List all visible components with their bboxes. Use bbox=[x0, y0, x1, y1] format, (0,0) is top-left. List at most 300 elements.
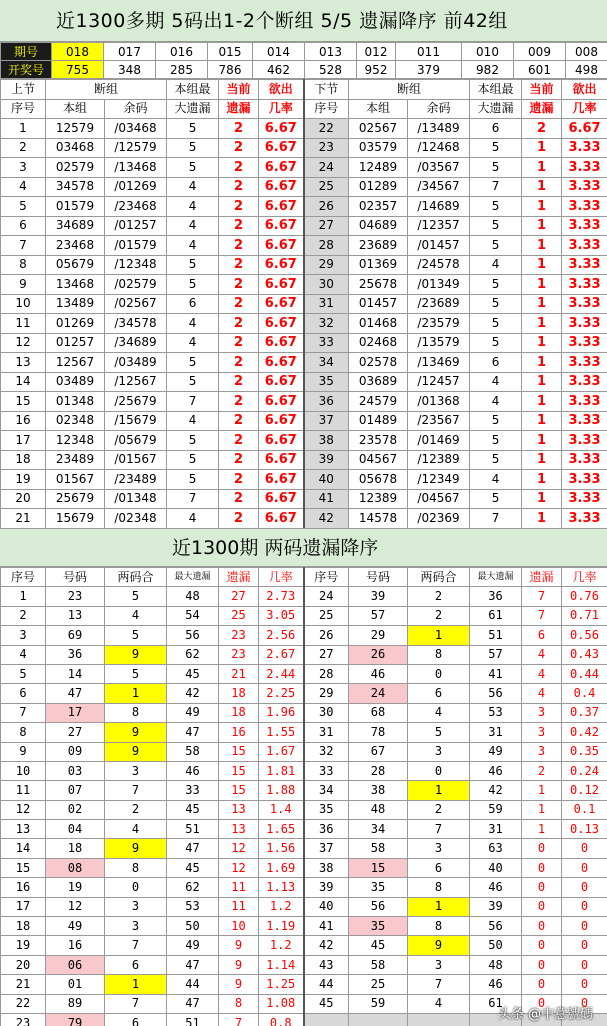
group-group-cell: 01269 bbox=[46, 314, 105, 334]
group-group-cell: 04567 bbox=[349, 450, 408, 470]
pair-miss-cell: 0 bbox=[522, 936, 562, 955]
issue-row bbox=[1, 43, 607, 61]
group-miss-cell: 1 bbox=[522, 294, 562, 314]
group-row bbox=[1, 392, 607, 412]
group-row bbox=[1, 294, 607, 314]
pair-max-miss-cell: 62 bbox=[167, 645, 219, 664]
pair-max-miss-cell: 51 bbox=[167, 1013, 219, 1026]
group-miss-cell: 2 bbox=[219, 333, 259, 353]
group-group-cell: 12348 bbox=[46, 431, 105, 451]
draw-cell: 285 bbox=[156, 61, 208, 79]
pair-index-cell: 25 bbox=[304, 606, 349, 625]
group-index-cell: 42 bbox=[304, 509, 349, 529]
group-rate-cell: 6.67 bbox=[259, 470, 304, 490]
group-row bbox=[1, 470, 607, 490]
pair-max-miss-cell: 31 bbox=[470, 820, 522, 839]
pair-max-miss-cell: 46 bbox=[470, 761, 522, 780]
pair-max-miss-cell: 51 bbox=[167, 820, 219, 839]
pair-miss-cell: 3 bbox=[522, 742, 562, 761]
group-index-cell: 23 bbox=[304, 138, 349, 158]
group-row bbox=[1, 138, 607, 158]
group-max-miss-cell: 4 bbox=[167, 216, 219, 236]
rate-heading: 几率 bbox=[259, 99, 304, 119]
group-index-cell: 1 bbox=[1, 119, 46, 139]
group-miss-cell: 1 bbox=[522, 275, 562, 295]
pair-index-cell: 24 bbox=[304, 587, 349, 606]
pair-sum-cell: 1 bbox=[408, 781, 470, 800]
group-miss-cell: 2 bbox=[219, 411, 259, 431]
pair-miss-cell: 9 bbox=[219, 955, 259, 974]
group-rest-cell: /02567 bbox=[105, 294, 167, 314]
group-rate-cell: 6.67 bbox=[562, 119, 607, 139]
pair-miss-cell: 23 bbox=[219, 626, 259, 645]
pair-max-miss-cell: 33 bbox=[167, 781, 219, 800]
pair-index-cell: 44 bbox=[304, 975, 349, 994]
pair-code-cell: 57 bbox=[349, 606, 408, 625]
group-header-row-2 bbox=[1, 99, 607, 119]
pair-miss-cell: 7 bbox=[219, 1013, 259, 1026]
pair-rate-cell: 1.4 bbox=[259, 800, 304, 819]
group-rate-cell: 6.67 bbox=[259, 255, 304, 275]
group-rate-cell: 6.67 bbox=[259, 411, 304, 431]
group-max-miss-cell: 5 bbox=[470, 450, 522, 470]
pair-sum-cell: 7 bbox=[105, 781, 167, 800]
pair-rate-cell: 0.44 bbox=[562, 664, 607, 683]
group-max-miss-cell: 4 bbox=[167, 197, 219, 217]
group-max-miss-cell: 5 bbox=[470, 236, 522, 256]
pair-rate-cell: 0.37 bbox=[562, 703, 607, 722]
issue-cell: 013 bbox=[305, 43, 357, 61]
group-row bbox=[1, 216, 607, 236]
group-index-cell: 18 bbox=[1, 450, 46, 470]
group-group-cell: 02348 bbox=[46, 411, 105, 431]
pair-miss-cell: 3 bbox=[522, 703, 562, 722]
group-max-miss-cell: 7 bbox=[470, 177, 522, 197]
pair-sum-cell: 2 bbox=[408, 606, 470, 625]
pair-sum-cell: 5 bbox=[408, 723, 470, 742]
pair-miss-cell: 16 bbox=[219, 723, 259, 742]
group-group-cell: 34689 bbox=[46, 216, 105, 236]
group-index-cell: 5 bbox=[1, 197, 46, 217]
group-max-miss-cell: 4 bbox=[167, 411, 219, 431]
group-heading: 断组 bbox=[46, 80, 167, 100]
pair-sum-cell: 8 bbox=[408, 917, 470, 936]
group-max-miss-cell: 4 bbox=[470, 392, 522, 412]
pair-code-cell: 35 bbox=[349, 917, 408, 936]
group-miss-cell: 2 bbox=[219, 197, 259, 217]
group-col-heading: 本组 bbox=[349, 99, 408, 119]
pair-index-cell: 5 bbox=[1, 664, 46, 683]
draw-cell: 601 bbox=[514, 61, 566, 79]
pair-header-row bbox=[1, 568, 607, 587]
pair-code-cell: 78 bbox=[349, 723, 408, 742]
group-miss-cell: 1 bbox=[522, 392, 562, 412]
pair-code-cell: 68 bbox=[349, 703, 408, 722]
group-index-cell: 7 bbox=[1, 236, 46, 256]
group-rate-cell: 3.33 bbox=[562, 372, 607, 392]
draw-label: 开奖号 bbox=[1, 61, 52, 79]
pair-index-cell: 38 bbox=[304, 858, 349, 877]
group-group-cell: 34578 bbox=[46, 177, 105, 197]
group-group-cell: 23468 bbox=[46, 236, 105, 256]
group-row bbox=[1, 255, 607, 275]
pair-code-cell: 69 bbox=[46, 626, 105, 645]
pair-sum-cell: 7 bbox=[105, 994, 167, 1013]
pair-max-miss-cell: 51 bbox=[470, 626, 522, 645]
pair-index-cell: 16 bbox=[1, 878, 46, 897]
group-group-cell: 23578 bbox=[349, 431, 408, 451]
miss-heading: 遗漏 bbox=[522, 568, 562, 587]
pair-index-cell: 27 bbox=[304, 645, 349, 664]
pair-index-cell: 35 bbox=[304, 800, 349, 819]
group-index-cell: 24 bbox=[304, 158, 349, 178]
pair-rate-cell: 0.4 bbox=[562, 684, 607, 703]
pair-rate-cell: 0 bbox=[562, 897, 607, 916]
watermark: 头条 @中意號碼 bbox=[497, 1007, 593, 1022]
pair-code-cell: 48 bbox=[349, 800, 408, 819]
pair-index-cell: 33 bbox=[304, 761, 349, 780]
group-group-cell: 05678 bbox=[349, 470, 408, 490]
group-rest-cell: /01368 bbox=[408, 392, 470, 412]
pair-rate-cell: 1.14 bbox=[259, 955, 304, 974]
max-miss-heading: 本组最 bbox=[167, 80, 219, 100]
pair-code-cell: 79 bbox=[46, 1013, 105, 1026]
group-max-miss-cell: 5 bbox=[470, 431, 522, 451]
pair-code-cell: 23 bbox=[46, 587, 105, 606]
group-miss-table bbox=[0, 79, 607, 529]
pair-rate-cell: 0.71 bbox=[562, 606, 607, 625]
pair-code-cell: 26 bbox=[349, 645, 408, 664]
group-rate-cell: 3.33 bbox=[562, 333, 607, 353]
issue-cell: 012 bbox=[357, 43, 396, 61]
group-max-miss-cell: 6 bbox=[167, 294, 219, 314]
pair-rate-cell: 0.13 bbox=[562, 820, 607, 839]
group-rest-cell: /01257 bbox=[105, 216, 167, 236]
pair-code-cell: 45 bbox=[349, 936, 408, 955]
group-rate-cell: 3.33 bbox=[562, 177, 607, 197]
group-max-miss-cell: 5 bbox=[167, 353, 219, 373]
pair-sum-cell: 0 bbox=[408, 664, 470, 683]
group-rest-cell: /25679 bbox=[105, 392, 167, 412]
pair-index-cell: 13 bbox=[1, 820, 46, 839]
group-rate-cell: 6.67 bbox=[259, 431, 304, 451]
pair-miss-cell: 18 bbox=[219, 703, 259, 722]
pair-code-cell: 17 bbox=[46, 703, 105, 722]
pair-row bbox=[1, 897, 607, 916]
group-group-cell: 12567 bbox=[46, 353, 105, 373]
pair-miss-cell: 11 bbox=[219, 878, 259, 897]
group-rest-cell: /04567 bbox=[408, 489, 470, 509]
group-max-miss-cell: 5 bbox=[167, 275, 219, 295]
group-miss-cell: 1 bbox=[522, 216, 562, 236]
group-rate-cell: 6.67 bbox=[259, 392, 304, 412]
pair-index-cell: 17 bbox=[1, 897, 46, 916]
pair-rate-cell: 0.1 bbox=[562, 800, 607, 819]
issue-cell: 017 bbox=[104, 43, 156, 61]
group-rate-cell: 6.67 bbox=[259, 294, 304, 314]
pair-index-cell: 43 bbox=[304, 955, 349, 974]
pair-index-cell: 39 bbox=[304, 878, 349, 897]
draw-cell: 952 bbox=[357, 61, 396, 79]
group-rest-cell: /13468 bbox=[105, 158, 167, 178]
group-group-cell: 01579 bbox=[46, 197, 105, 217]
pair-sum-cell: 5 bbox=[105, 664, 167, 683]
group-rest-cell: /12389 bbox=[408, 450, 470, 470]
group-rest-cell: /14689 bbox=[408, 197, 470, 217]
group-rate-cell: 6.67 bbox=[259, 372, 304, 392]
group-index-cell: 39 bbox=[304, 450, 349, 470]
pair-rate-cell: 2.44 bbox=[259, 664, 304, 683]
pair-sum-cell: 9 bbox=[408, 936, 470, 955]
pair-miss-cell: 4 bbox=[522, 664, 562, 683]
pair-row bbox=[1, 955, 607, 974]
group-rate-cell: 6.67 bbox=[259, 138, 304, 158]
pair-miss-cell: 15 bbox=[219, 742, 259, 761]
group-row bbox=[1, 353, 607, 373]
group-miss-cell: 2 bbox=[219, 294, 259, 314]
pair-code-cell: 18 bbox=[46, 839, 105, 858]
group-rest-cell: /23689 bbox=[408, 294, 470, 314]
group-rest-cell: /13489 bbox=[408, 119, 470, 139]
pair-max-miss-cell: 40 bbox=[470, 858, 522, 877]
group-miss-cell: 1 bbox=[522, 197, 562, 217]
group-rest-cell: /12457 bbox=[408, 372, 470, 392]
pair-rate-cell: 0 bbox=[562, 839, 607, 858]
group-rest-cell: /13579 bbox=[408, 333, 470, 353]
pair-index-cell: 22 bbox=[1, 994, 46, 1013]
group-rate-cell: 3.33 bbox=[562, 236, 607, 256]
group-rest-cell: /15679 bbox=[105, 411, 167, 431]
group-rest-cell: /23567 bbox=[408, 411, 470, 431]
pair-rate-cell: 1.81 bbox=[259, 761, 304, 780]
group-rate-cell: 3.33 bbox=[562, 509, 607, 529]
group-miss-cell: 2 bbox=[219, 372, 259, 392]
pair-max-miss-cell: 50 bbox=[470, 936, 522, 955]
group-rate-cell: 6.67 bbox=[259, 177, 304, 197]
group-group-cell: 12579 bbox=[46, 119, 105, 139]
issue-cell: 009 bbox=[514, 43, 566, 61]
group-group-cell: 03689 bbox=[349, 372, 408, 392]
pair-rate-cell: 1.19 bbox=[259, 917, 304, 936]
miss-heading: 遗漏 bbox=[522, 99, 562, 119]
pair-sum-cell: 6 bbox=[408, 684, 470, 703]
pair-max-miss-cell: 58 bbox=[167, 742, 219, 761]
pair-max-miss-cell: 57 bbox=[470, 645, 522, 664]
pair-miss-cell: 18 bbox=[219, 684, 259, 703]
pair-code-cell: 19 bbox=[46, 878, 105, 897]
pair-max-miss-cell: 41 bbox=[470, 664, 522, 683]
draw-row bbox=[1, 61, 607, 79]
group-miss-cell: 1 bbox=[522, 158, 562, 178]
pair-sum-cell: 3 bbox=[105, 761, 167, 780]
pair-rate-cell: 1.96 bbox=[259, 703, 304, 722]
group-rest-cell: /01457 bbox=[408, 236, 470, 256]
pair-sum-cell: 6 bbox=[105, 955, 167, 974]
pair-index-cell: 18 bbox=[1, 917, 46, 936]
pair-row bbox=[1, 878, 607, 897]
pair-max-miss-cell: 48 bbox=[167, 587, 219, 606]
group-group-cell: 01457 bbox=[349, 294, 408, 314]
group-group-cell: 02567 bbox=[349, 119, 408, 139]
current-heading: 当前 bbox=[219, 80, 259, 100]
group-miss-cell: 2 bbox=[219, 314, 259, 334]
pair-sum-cell: 4 bbox=[105, 606, 167, 625]
pair-max-miss-cell: 48 bbox=[470, 955, 522, 974]
pair-max-miss-cell: 45 bbox=[167, 800, 219, 819]
group-miss-cell: 1 bbox=[522, 450, 562, 470]
pair-code-cell: 47 bbox=[46, 684, 105, 703]
current-heading: 当前 bbox=[522, 80, 562, 100]
pair-miss-cell: 9 bbox=[219, 936, 259, 955]
pair-index-cell: 28 bbox=[304, 664, 349, 683]
group-rest-cell: /01349 bbox=[408, 275, 470, 295]
empty-cell bbox=[408, 1013, 470, 1026]
group-max-miss-cell: 4 bbox=[470, 372, 522, 392]
rate-heading: 几率 bbox=[259, 568, 304, 587]
group-rate-cell: 3.33 bbox=[562, 353, 607, 373]
pair-max-miss-cell: 45 bbox=[167, 858, 219, 877]
group-index-cell: 21 bbox=[1, 509, 46, 529]
group-rest-cell: /24578 bbox=[408, 255, 470, 275]
rest-heading: 余码 bbox=[408, 99, 470, 119]
pair-miss-cell: 0 bbox=[522, 839, 562, 858]
pair-row bbox=[1, 684, 607, 703]
pair-row bbox=[1, 781, 607, 800]
pair-miss-cell: 12 bbox=[219, 839, 259, 858]
pair-row bbox=[1, 917, 607, 936]
group-rest-cell: /12348 bbox=[105, 255, 167, 275]
pair-sum-cell: 2 bbox=[408, 800, 470, 819]
pair-index-cell: 11 bbox=[1, 781, 46, 800]
pair-rate-cell: 0 bbox=[562, 917, 607, 936]
group-group-cell: 25678 bbox=[349, 275, 408, 295]
group-max-miss-cell: 5 bbox=[470, 489, 522, 509]
pair-miss-cell: 0 bbox=[522, 917, 562, 936]
pair-row bbox=[1, 606, 607, 625]
group-index-cell: 25 bbox=[304, 177, 349, 197]
pair-miss-cell: 1 bbox=[522, 800, 562, 819]
pair-index-cell: 4 bbox=[1, 645, 46, 664]
pair-sum-cell: 6 bbox=[408, 858, 470, 877]
group-col-heading: 本组 bbox=[46, 99, 105, 119]
pair-max-miss-cell: 46 bbox=[470, 878, 522, 897]
group-rest-cell: /01579 bbox=[105, 236, 167, 256]
pair-max-miss-cell: 46 bbox=[167, 761, 219, 780]
rate-heading: 几率 bbox=[562, 99, 607, 119]
group-rest-cell: /01269 bbox=[105, 177, 167, 197]
group-row bbox=[1, 509, 607, 529]
pair-code-cell: 56 bbox=[349, 897, 408, 916]
group-rate-cell: 6.67 bbox=[259, 353, 304, 373]
group-row bbox=[1, 431, 607, 451]
pair-sum-cell: 7 bbox=[408, 820, 470, 839]
pair-sum-cell: 4 bbox=[408, 703, 470, 722]
group-max-miss-cell: 5 bbox=[470, 138, 522, 158]
empty-cell bbox=[349, 1013, 408, 1026]
pair-rate-cell: 1.55 bbox=[259, 723, 304, 742]
group-group-cell: 02468 bbox=[349, 333, 408, 353]
pair-code-cell: 03 bbox=[46, 761, 105, 780]
pair-rate-cell: 2.56 bbox=[259, 626, 304, 645]
pair-sum-cell: 8 bbox=[105, 703, 167, 722]
group-index-cell: 32 bbox=[304, 314, 349, 334]
pair-index-cell: 41 bbox=[304, 917, 349, 936]
pair-row bbox=[1, 839, 607, 858]
group-max-miss-cell: 5 bbox=[167, 450, 219, 470]
pair-miss-cell: 8 bbox=[219, 994, 259, 1013]
group-group-cell: 13468 bbox=[46, 275, 105, 295]
pair-sum-cell: 8 bbox=[105, 858, 167, 877]
sum-heading: 两码合 bbox=[105, 568, 167, 587]
pair-sum-cell: 4 bbox=[105, 820, 167, 839]
rest-heading: 余码 bbox=[105, 99, 167, 119]
pair-code-cell: 08 bbox=[46, 858, 105, 877]
group-index-cell: 19 bbox=[1, 470, 46, 490]
pair-index-cell: 15 bbox=[1, 858, 46, 877]
group-max-miss-cell: 4 bbox=[470, 255, 522, 275]
pair-code-cell: 09 bbox=[46, 742, 105, 761]
group-index-cell: 20 bbox=[1, 489, 46, 509]
index-heading: 序号 bbox=[304, 99, 349, 119]
pair-rate-cell: 0.24 bbox=[562, 761, 607, 780]
pair-miss-cell: 7 bbox=[522, 587, 562, 606]
group-rate-cell: 6.67 bbox=[259, 489, 304, 509]
group-miss-cell: 1 bbox=[522, 431, 562, 451]
pair-max-miss-cell: 42 bbox=[470, 781, 522, 800]
group-index-cell: 30 bbox=[304, 275, 349, 295]
max-miss-heading: 最大遗漏 bbox=[167, 568, 219, 587]
group-index-cell: 35 bbox=[304, 372, 349, 392]
group-max-miss-cell: 4 bbox=[167, 314, 219, 334]
group-miss-cell: 1 bbox=[522, 470, 562, 490]
group-row bbox=[1, 197, 607, 217]
group-row bbox=[1, 333, 607, 353]
draw-history-table bbox=[0, 42, 607, 79]
group-max-miss-cell: 5 bbox=[470, 275, 522, 295]
group-index-cell: 9 bbox=[1, 275, 46, 295]
group-miss-cell: 1 bbox=[522, 333, 562, 353]
group-rate-cell: 6.67 bbox=[259, 333, 304, 353]
group-row bbox=[1, 275, 607, 295]
pair-max-miss-cell: 49 bbox=[167, 703, 219, 722]
pair-code-cell: 06 bbox=[46, 955, 105, 974]
pair-sum-cell: 9 bbox=[105, 742, 167, 761]
group-rest-cell: /03567 bbox=[408, 158, 470, 178]
draw-cell: 528 bbox=[305, 61, 357, 79]
pair-miss-table bbox=[0, 567, 607, 1026]
group-row bbox=[1, 177, 607, 197]
pair-code-cell: 58 bbox=[349, 839, 408, 858]
group-rest-cell: /01348 bbox=[105, 489, 167, 509]
group-index-cell: 13 bbox=[1, 353, 46, 373]
max-miss-heading-b: 大遗漏 bbox=[470, 99, 522, 119]
group-rest-cell: /34689 bbox=[105, 333, 167, 353]
pair-sum-cell: 3 bbox=[408, 742, 470, 761]
pair-index-cell: 23 bbox=[1, 1013, 46, 1026]
group-max-miss-cell: 5 bbox=[167, 255, 219, 275]
group-rest-cell: /05679 bbox=[105, 431, 167, 451]
pair-table-body bbox=[1, 587, 607, 1026]
pair-rate-cell: 3.05 bbox=[259, 606, 304, 625]
group-group-cell: 24579 bbox=[349, 392, 408, 412]
pair-code-cell: 16 bbox=[46, 936, 105, 955]
pair-rate-cell: 0.8 bbox=[259, 1013, 304, 1026]
group-max-miss-cell: 5 bbox=[167, 470, 219, 490]
group-miss-cell: 2 bbox=[522, 119, 562, 139]
group-group-cell: 12489 bbox=[349, 158, 408, 178]
group-rate-cell: 3.33 bbox=[562, 197, 607, 217]
group-max-miss-cell: 5 bbox=[470, 158, 522, 178]
